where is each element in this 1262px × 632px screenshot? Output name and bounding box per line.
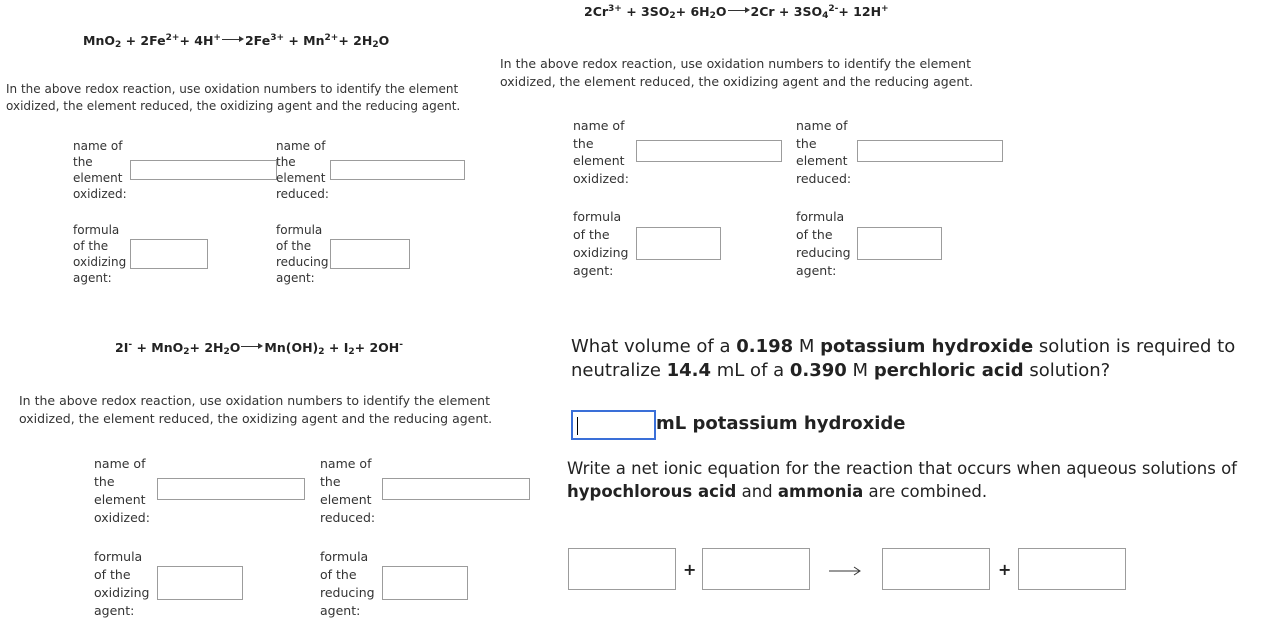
q1-oxidizing-agent-input[interactable] xyxy=(130,239,208,269)
q2-oxidizing-agent-input[interactable] xyxy=(636,227,721,260)
q5-question: Write a net ionic equation for the reaction that occurs when aqueous solutions of hypochlorous acid and ammonia are combined. xyxy=(567,459,1237,501)
q2-reduced-label: name of the element reduced: xyxy=(796,118,852,186)
q4-volume-input[interactable] xyxy=(571,410,656,440)
q2-oxidizing-label: formula of the oxidizing agent: xyxy=(573,209,629,278)
q3-oxidizing-agent-input[interactable] xyxy=(157,566,243,600)
q1-reduced-input[interactable] xyxy=(330,160,465,180)
q3-reduced-label: name of the element reduced: xyxy=(320,456,376,525)
reaction-arrow-icon xyxy=(728,7,750,13)
q2-equation: $2Cr^{3+} + 3SO_2+ 6H_2O$ $2Cr + 3SO_4^{2-}+ 12H^+$ xyxy=(584,4,889,21)
q2-reduced-input[interactable] xyxy=(857,140,1003,162)
plus-sign: + xyxy=(998,560,1012,579)
q2-oxidized-label: name of the element oxidized: xyxy=(573,118,629,186)
plus-sign: + xyxy=(683,560,697,579)
text-cursor xyxy=(577,417,578,435)
q5-product1-input[interactable] xyxy=(882,548,990,590)
q1-oxidized-input[interactable] xyxy=(130,160,277,180)
q3-reduced-input[interactable] xyxy=(382,478,530,500)
q1-equation: $MnO_2 + 2Fe^{2+}+ 4H^+$ $2Fe^{3+} + Mn^{2+}+ 2H_2O$ xyxy=(83,33,390,50)
q3-reducing-label: formula of the reducing agent: xyxy=(320,549,375,618)
q1-reduced-label: name of the element reduced: xyxy=(276,139,329,201)
q3-oxidized-label: name of the element oxidized: xyxy=(94,456,150,525)
q3-prompt: In the above redox reaction, use oxidation numbers to identify the element oxidized, the element reduced, the oxidizing agent and the reducing agent. xyxy=(19,393,493,426)
q5-reactant1-input[interactable] xyxy=(568,548,676,590)
q4-question: What volume of a 0.198 M potassium hydroxide solution is required to neutralize 14.4 mL of a 0.390 M perchloric acid solution? xyxy=(571,336,1236,381)
q2-reducing-label: formula of the reducing agent: xyxy=(796,209,851,278)
q1-prompt: In the above redox reaction, use oxidation numbers to identify the element oxidized, the element reduced, the oxidizing agent and the reducing agent. xyxy=(6,82,461,113)
q3-equation: $2I^- + MnO_2+ 2H_2O$ $Mn(OH)_2 + I_2+ 2OH^-$ xyxy=(115,340,404,357)
q2-reducing-agent-input[interactable] xyxy=(857,227,942,260)
q5-reactant2-input[interactable] xyxy=(702,548,810,590)
q2-oxidized-input[interactable] xyxy=(636,140,782,162)
q5-product2-input[interactable] xyxy=(1018,548,1126,590)
q2-prompt: In the above redox reaction, use oxidation numbers to identify the element oxidized, the element reduced, the oxidizing agent and the reducing agent. xyxy=(500,56,974,89)
q1-oxidized-label: name of the element oxidized: xyxy=(73,139,127,201)
reaction-arrow-icon xyxy=(241,343,263,349)
q3-oxidized-input[interactable] xyxy=(157,478,305,500)
q1-oxidizing-label: formula of the oxidizing agent: xyxy=(73,223,127,285)
q1-reducing-agent-input[interactable] xyxy=(330,239,410,269)
reaction-arrow-icon xyxy=(222,36,244,42)
q4-unit-label: mL potassium hydroxide xyxy=(656,413,906,434)
q3-reducing-agent-input[interactable] xyxy=(382,566,468,600)
reaction-arrow-icon xyxy=(829,564,863,576)
q1-reducing-label: formula of the reducing agent: xyxy=(276,223,329,285)
q3-oxidizing-label: formula of the oxidizing agent: xyxy=(94,549,150,618)
